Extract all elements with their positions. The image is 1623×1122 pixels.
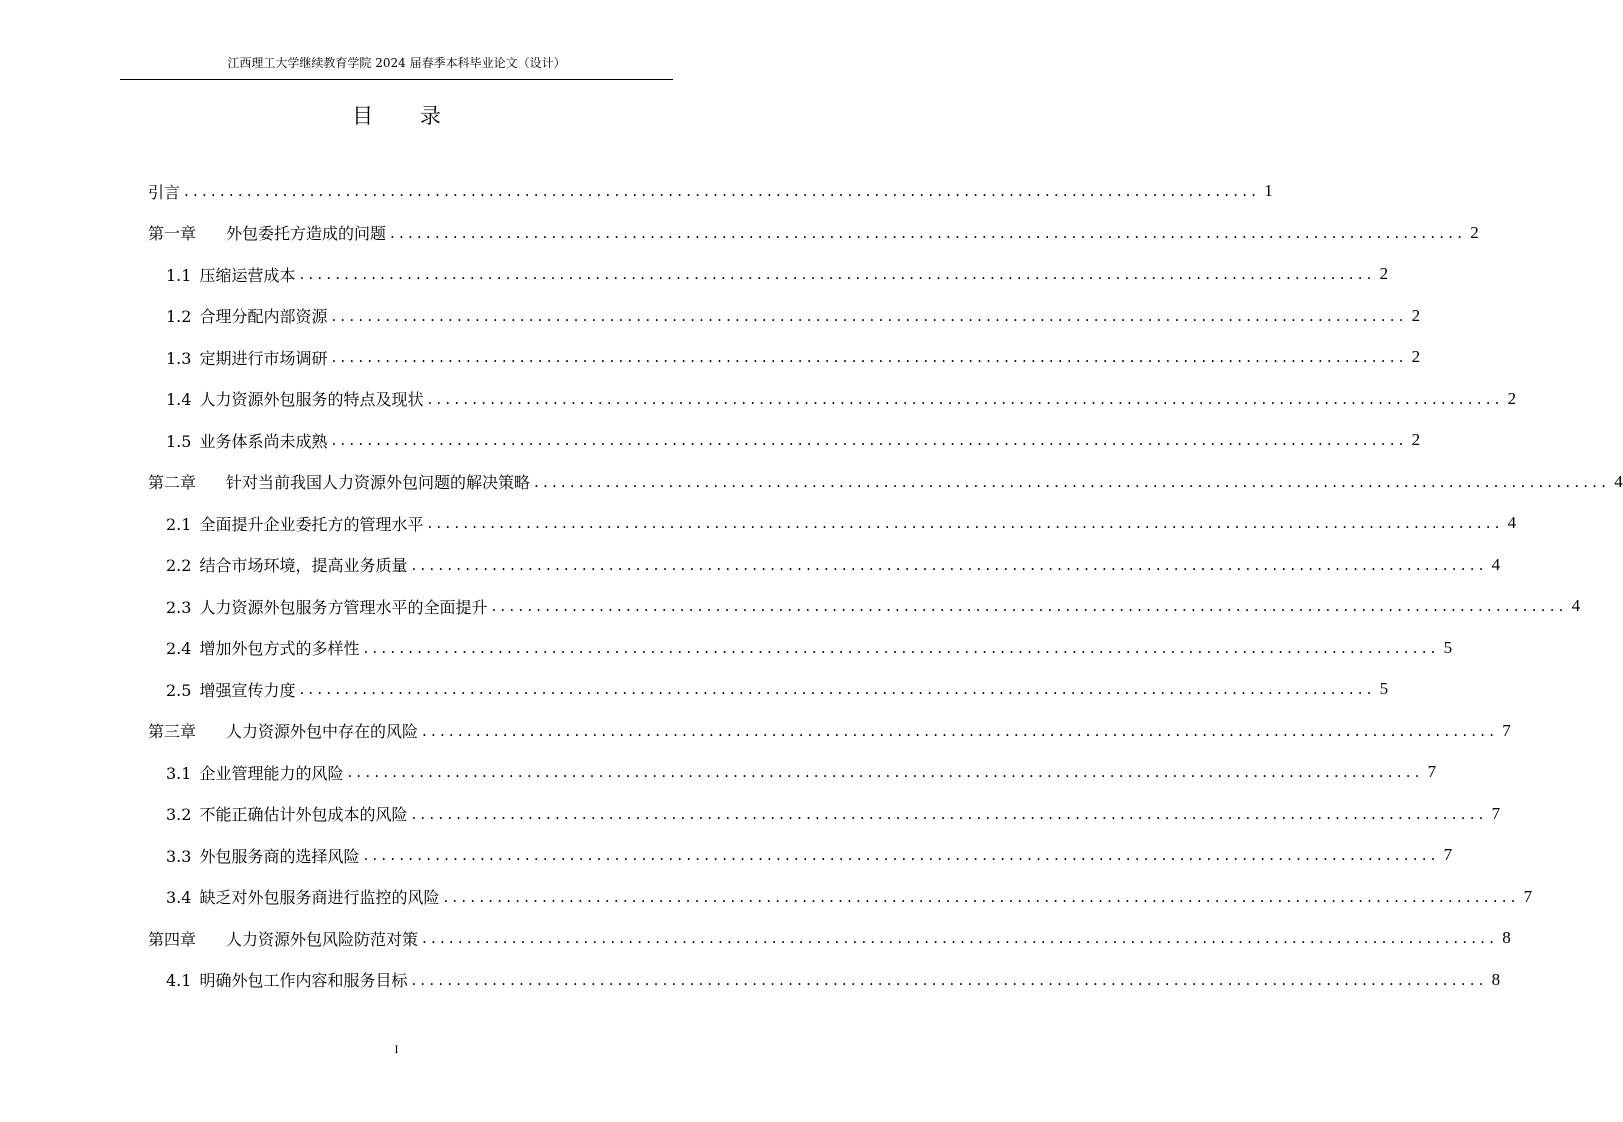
toc-entry-text: 明确外包工作内容和服务目标 xyxy=(199,971,408,990)
toc-entry-number: 第二章 xyxy=(148,473,197,492)
toc-entry[interactable] xyxy=(166,800,1501,828)
toc-entry-page: 7 xyxy=(1491,803,1501,823)
toc-entry-number: 2.2 xyxy=(166,556,192,575)
dot-leader: ........................................................................................................................ xyxy=(390,223,1467,242)
toc-entry-number: 4.1 xyxy=(166,971,192,990)
toc-entry-number: 2.3 xyxy=(166,597,192,617)
toc-entry-page: 2 xyxy=(1411,430,1421,449)
dot-leader: ........................................................................................................................ xyxy=(427,389,1504,408)
toc-entry-number: 1.4 xyxy=(166,390,192,409)
dot-leader: ........................................................................................................................ xyxy=(331,348,1408,366)
toc-entry-text: 定期进行市场调研 xyxy=(199,348,328,368)
toc-entry-number: 2.1 xyxy=(166,514,192,534)
dot-leader: ........................................................................................................................ xyxy=(422,721,1499,740)
toc-entry-page: 5 xyxy=(1379,679,1389,698)
toc-entry-text: 引言 xyxy=(148,182,181,202)
toc-entry[interactable] xyxy=(166,385,1517,413)
toc-entry-number: 1.1 xyxy=(166,265,192,285)
header-rule xyxy=(120,79,673,80)
toc-entry-label xyxy=(166,761,343,784)
toc-entry-label xyxy=(148,180,180,203)
toc-entry-number: 2.4 xyxy=(166,639,192,658)
dot-leader: ........................................................................................................................ xyxy=(299,265,1376,283)
toc-entry-text: 缺乏对外包服务商进行监控的风险 xyxy=(199,888,440,907)
dot-leader: ........................................................................................................................ xyxy=(184,182,1261,200)
toc-entry[interactable] xyxy=(166,634,1453,662)
toc-entry-text: 压缩运营成本 xyxy=(199,265,296,285)
toc-entry[interactable] xyxy=(148,177,1273,205)
dot-leader: ........................................................................................................................ xyxy=(347,763,1424,781)
dot-leader: ........................................................................................................................ xyxy=(411,555,1488,574)
toc-title: 目 录 xyxy=(352,104,461,128)
dot-leader: ........................................................................................................................ xyxy=(331,306,1408,325)
toc-entry-page: 7 xyxy=(1523,886,1533,906)
toc-entry[interactable] xyxy=(148,924,1511,952)
toc-entry-label xyxy=(166,968,407,991)
toc-entry-page: 7 xyxy=(1502,720,1511,740)
toc-entry-text: 全面提升企业委托方的管理水平 xyxy=(199,514,424,534)
toc-entry-text: 人力资源外包服务的特点及现状 xyxy=(199,390,424,409)
dot-leader: ........................................................................................................................ xyxy=(411,970,1488,989)
toc-entry-page: 2 xyxy=(1470,222,1479,242)
toc-entry-text: 不能正确估计外包成本的风险 xyxy=(199,805,408,824)
toc-entry-text: 增加外包方式的多样性 xyxy=(199,639,360,658)
toc-entry-number: 2.5 xyxy=(166,680,192,700)
toc-entry[interactable] xyxy=(166,260,1389,288)
toc-entry-label xyxy=(166,263,295,286)
toc-entry[interactable] xyxy=(166,883,1533,911)
toc-entry-label xyxy=(166,512,423,535)
toc-entry-text: 人力资源外包服务方管理水平的全面提升 xyxy=(199,597,488,617)
toc-entry-page: 2 xyxy=(1507,388,1517,408)
toc-entry-number: 第四章 xyxy=(148,929,197,949)
toc-entry-number: 第三章 xyxy=(148,722,197,741)
toc-entry-text: 外包委托方造成的问题 xyxy=(226,224,387,243)
toc-entry-page: 5 xyxy=(1443,637,1453,657)
toc-entry-label xyxy=(166,802,407,825)
toc-entry-text: 针对当前我国人力资源外包问题的解决策略 xyxy=(226,473,531,492)
toc-entry-number: 1.3 xyxy=(166,348,192,368)
toc-entry[interactable] xyxy=(166,675,1389,703)
toc-entry-number: 第一章 xyxy=(148,224,197,243)
toc-entry[interactable] xyxy=(166,302,1421,330)
toc-entry-page: 7 xyxy=(1427,762,1437,781)
toc-entry-label xyxy=(166,636,359,659)
toc-entry-label xyxy=(166,678,295,701)
toc-entry-label xyxy=(166,429,327,452)
toc-entry-label xyxy=(166,387,423,410)
toc-entry[interactable] xyxy=(148,468,1623,496)
toc-entry-label xyxy=(148,470,530,493)
toc-entry-page: 4 xyxy=(1507,513,1517,532)
toc-entry-label xyxy=(166,346,327,369)
toc-entry[interactable] xyxy=(166,426,1421,454)
toc-entry[interactable] xyxy=(148,717,1511,745)
toc-entry-label xyxy=(166,553,407,576)
toc-entry[interactable] xyxy=(166,966,1501,994)
toc-entry-page: 4 xyxy=(1571,596,1581,615)
toc-entry-number: 3.2 xyxy=(166,805,192,824)
toc-entry-number: 3.1 xyxy=(166,763,192,783)
dot-leader: ........................................................................................................................ xyxy=(299,680,1376,698)
dot-leader: ........................................................................................................................ xyxy=(491,597,1568,615)
dot-leader: ........................................................................................................................ xyxy=(363,846,1440,864)
running-header: 江西理工大学继续教育学院 2024 届春季本科毕业论文（设计） xyxy=(227,56,566,70)
toc-entry[interactable] xyxy=(166,758,1437,786)
toc-entry-page: 7 xyxy=(1443,845,1453,864)
toc-entry-page: 4 xyxy=(1491,554,1501,574)
toc-entry-label xyxy=(166,595,487,618)
toc-entry-text: 结合市场环境，提高业务质量 xyxy=(199,556,408,575)
dot-leader: ........................................................................................................................ xyxy=(411,804,1488,823)
toc-entry-text: 合理分配内部资源 xyxy=(199,307,328,326)
toc-entry[interactable] xyxy=(166,509,1517,537)
dot-leader: ........................................................................................................................ xyxy=(363,638,1440,657)
dot-leader: ........................................................................................................................ xyxy=(443,887,1520,906)
toc-entry-text: 企业管理能力的风险 xyxy=(199,763,344,783)
toc-entry-number: 1.2 xyxy=(166,307,192,326)
toc-entry[interactable] xyxy=(166,551,1501,579)
toc-entry-text: 人力资源外包中存在的风险 xyxy=(226,722,419,741)
toc-entry[interactable] xyxy=(166,343,1421,371)
toc-entry-number: 3.3 xyxy=(166,846,192,866)
toc-entry[interactable] xyxy=(166,592,1581,620)
page-number: I xyxy=(394,1042,399,1056)
toc-entry-label xyxy=(166,844,359,867)
toc-entry-page: 1 xyxy=(1264,181,1273,200)
toc-entry-label xyxy=(166,885,439,908)
dot-leader: ........................................................................................................................ xyxy=(331,431,1408,449)
toc-entry-label xyxy=(148,719,418,742)
toc-entry-label xyxy=(148,221,386,244)
toc-entry-page: 8 xyxy=(1502,928,1511,947)
toc-entry-page: 2 xyxy=(1411,347,1421,366)
toc-entry-page: 4 xyxy=(1614,471,1623,491)
dot-leader: ........................................................................................................................ xyxy=(422,929,1499,947)
dot-leader: ........................................................................................................................ xyxy=(427,514,1504,532)
toc-entry-page: 2 xyxy=(1379,264,1389,283)
toc-entry-page: 8 xyxy=(1491,969,1501,989)
dot-leader: ........................................................................................................................ xyxy=(534,472,1611,491)
toc-entry-number: 1.5 xyxy=(166,431,192,451)
toc-entry-text: 外包服务商的选择风险 xyxy=(199,846,360,866)
toc-entry-number: 3.4 xyxy=(166,888,192,907)
toc-entry-text: 业务体系尚未成熟 xyxy=(199,431,328,451)
toc-entry-label xyxy=(166,304,327,327)
toc-entry-label xyxy=(148,927,418,950)
toc-entry-text: 人力资源外包风险防范对策 xyxy=(226,929,419,949)
toc-entry-text: 增强宣传力度 xyxy=(199,680,296,700)
toc-entry[interactable] xyxy=(166,841,1453,869)
toc-entry-page: 2 xyxy=(1411,305,1421,325)
toc-entry[interactable] xyxy=(148,219,1479,247)
